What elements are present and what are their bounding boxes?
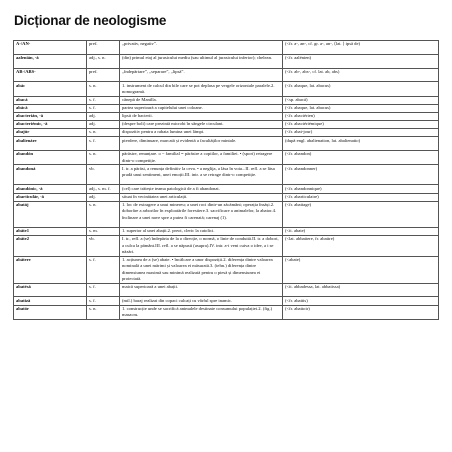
entry-word: abatáj: [14, 201, 87, 227]
entry-word: abarticulár, -ă: [14, 193, 87, 201]
dictionary-table: [13, 40, 439, 320]
entry-pos: adj.: [87, 112, 120, 120]
entry-etymology: (<fr. abactérien): [283, 112, 439, 120]
entry-pos: vb.: [87, 236, 120, 257]
entry-word: abátere: [14, 256, 87, 283]
entry-pos: s. n.: [87, 150, 120, 164]
entry-definition: I. tr. a părăsi, a renunța definitiv la ceva. • a neglija, a lăsa în voia...II. refl. a se lăsa pradă unui sentiment, unei emoții.III. intr. a se retrage dintr-o competiție.: [120, 165, 283, 185]
entry-pos: s. n.: [87, 129, 120, 137]
entry-pos: s. m.: [87, 227, 120, 235]
entry-pos: adj., s. n.: [87, 54, 120, 68]
entry-pos: s. n.: [87, 82, 120, 96]
entry-etymology: (<fr. abactériémique): [283, 121, 439, 129]
entry-etymology: (<fr. abaque, lat. abacus): [283, 82, 439, 96]
entry-pos: adj.: [87, 121, 120, 129]
entry-word: AB-/ABS-: [14, 68, 87, 82]
entry-etymology: (<fr. aalénien): [283, 54, 439, 68]
entry-word: abatésă: [14, 283, 87, 297]
entry-etymology: (<fr. a-, an-, cf. gr. a-, an-, ⟨lat. ⟩ ipsă de): [283, 41, 439, 55]
entry-definition: 1. instrument de calcul din bile care se pot deplasa pe vergele orizontale paralele.2. nomogramă.: [120, 82, 283, 96]
entry-pos: pref.: [87, 41, 120, 55]
entry-etymology: (<fr. abaque, lat. abacus): [283, 104, 439, 112]
entry-word: abandónic, -ă: [14, 185, 87, 193]
table-row: [14, 165, 439, 185]
entry-definition: părăsire, renunțare. o ~ familial = părăsire a copiilor, a familiei. • (sport) retragere dintr-o competiție.: [120, 150, 283, 164]
entry-etymology: (<fr. abattoir): [283, 305, 439, 319]
entry-etymology: (<fr. abat-jour): [283, 129, 439, 137]
entry-etymology: (<sp. abacá): [283, 96, 439, 104]
entry-definition: partea superioară a capitelului unei coloane.: [120, 104, 283, 112]
entry-word: abácă: [14, 104, 87, 112]
table-row: [14, 82, 439, 96]
entry-definition: 1. loc de extragere a unui minereu; a unei roci dintr-un zăcământ; operația însăși.2. doborâre a arborilor în exploatările forestiere.3. sacrificare a animalelor, la abator.4. înclinare a unei nave spre a putea fi carenată; carenaj (1).: [120, 201, 283, 227]
entry-etymology: (<fr. abattis): [283, 297, 439, 305]
entry-pos: s. f.: [87, 104, 120, 112]
table-row: [14, 236, 439, 257]
table-row: [14, 227, 439, 235]
entry-pos: adj.: [87, 193, 120, 201]
entry-pos: s. f.: [87, 297, 120, 305]
entry-etymology: (<fr. abandon): [283, 150, 439, 164]
entry-definition: lipsit de bacterii.: [120, 112, 283, 120]
entry-etymology: (<fr. abandonner): [283, 165, 439, 185]
table-row: [14, 256, 439, 283]
entry-definition: pierdere, diminuare, marcată și evidentă a facultăților mintale.: [120, 137, 283, 151]
entry-pos: vb.: [87, 165, 120, 185]
entry-pos: s. n.: [87, 305, 120, 319]
dictionary-body: [14, 41, 439, 320]
table-row: [14, 104, 439, 112]
entry-definition: 1. superior al unei abații.2. preot, cleric la catolici.: [120, 227, 283, 235]
table-row: [14, 185, 439, 193]
entry-word: abáte2: [14, 236, 87, 257]
entry-word: abatór: [14, 305, 87, 319]
entry-pos: pref.: [87, 68, 120, 82]
table-row: [14, 297, 439, 305]
table-row: [14, 305, 439, 319]
entry-definition: 1. acțiunea de a (se) abate. • încălcare a unor dispoziții.2. diferența dintre valoarea nominală a unei mărimi și valoarea ei măsurată.3. (tehn.) diferența dintre dimensiunea maximă sau minimă realizată pentru o piesă și dimensiunea ei proiectată.: [120, 256, 283, 283]
entry-pos: s. f.: [87, 256, 120, 283]
entry-word: abác: [14, 82, 87, 96]
entry-pos: s. f.: [87, 283, 120, 297]
entry-pos: s. f.: [87, 96, 120, 104]
entry-pos: s. n.: [87, 201, 120, 227]
entry-etymology: (<lat. abbattere, fr. abattre): [283, 236, 439, 257]
entry-word: abajúr: [14, 129, 87, 137]
entry-definition: situat în vecinătatea unei articulații.: [120, 193, 283, 201]
table-row: [14, 129, 439, 137]
entry-etymology: (<it. abate): [283, 227, 439, 235]
entry-word: abatíză: [14, 297, 87, 305]
entry-definition: (din) primul etaj al jurasicului mediu (sau ultimul al jurasicului inferior); chelean.: [120, 54, 283, 68]
entry-word: abacterián, -ă: [14, 112, 87, 120]
entry-word: abandón: [14, 150, 87, 164]
entry-etymology: (<fr. abattage): [283, 201, 439, 227]
entry-word: abandoná: [14, 165, 87, 185]
entry-word: abalienáre: [14, 137, 87, 151]
entry-definition: (cel) care trăiește teama patologică de a fi abandonat.: [120, 185, 283, 193]
entry-etymology: (<fr. ab-, abs-, cf. lat. ab, abs): [283, 68, 439, 82]
entry-definition: „îndepărtare”, „separare”, „lipsă”.: [120, 68, 283, 82]
table-row: [14, 193, 439, 201]
table-row: [14, 137, 439, 151]
table-row: [14, 96, 439, 104]
entry-definition: dispozitiv pentru a rabata lumina unei lămpi.: [120, 129, 283, 137]
entry-definition: (mil.) baraj realizat din copaci culcați cu vârful spre inamic.: [120, 297, 283, 305]
entry-etymology: (<fr. abarticulaire): [283, 193, 439, 201]
entry-word: abacteriémic, -ă: [14, 121, 87, 129]
entry-word: abáte1: [14, 227, 87, 235]
entry-definition: „privativ, negativ”.: [120, 41, 283, 55]
table-row: [14, 54, 439, 68]
entry-word: A-/AN-: [14, 41, 87, 55]
entry-definition: (despre boli) care prezintă microbi în sângele circulant.: [120, 121, 283, 129]
table-row: [14, 112, 439, 120]
entry-definition: cânepă de Manilla.: [120, 96, 283, 104]
table-row: [14, 150, 439, 164]
entry-etymology: (<abate): [283, 256, 439, 283]
entry-etymology: (<it. abbadessa, lat. abbatissa): [283, 283, 439, 297]
entry-word: abacá: [14, 96, 87, 104]
table-row: [14, 283, 439, 297]
entry-definition: I. tr., refl. a (se) îndepărta de la o direcție, o normă, o linie de conduită.II. tr. a dobori, a culca la pământ.III. refl. a se năpusti (asupra).IV. intr. a-i veni cuiva o idee, a i se năzări.: [120, 236, 283, 257]
entry-etymology: (după engl. abalienation, lat. abalienatio): [283, 137, 439, 151]
entry-pos: adj., s. m. f.: [87, 185, 120, 193]
table-row: [14, 68, 439, 82]
entry-word: aalenián, -ă: [14, 54, 87, 68]
entry-pos: s. f.: [87, 137, 120, 151]
table-row: [14, 41, 439, 55]
page-title: Dicționar de neologisme: [14, 13, 167, 28]
entry-definition: 1. construcție unde se sacrifică animalele destinate consumului populației.2. (fig.) masacru.: [120, 305, 283, 319]
entry-etymology: (<fr. abandonnique): [283, 185, 439, 193]
entry-definition: maică superioară a unei abații.: [120, 283, 283, 297]
table-row: [14, 121, 439, 129]
table-row: [14, 201, 439, 227]
